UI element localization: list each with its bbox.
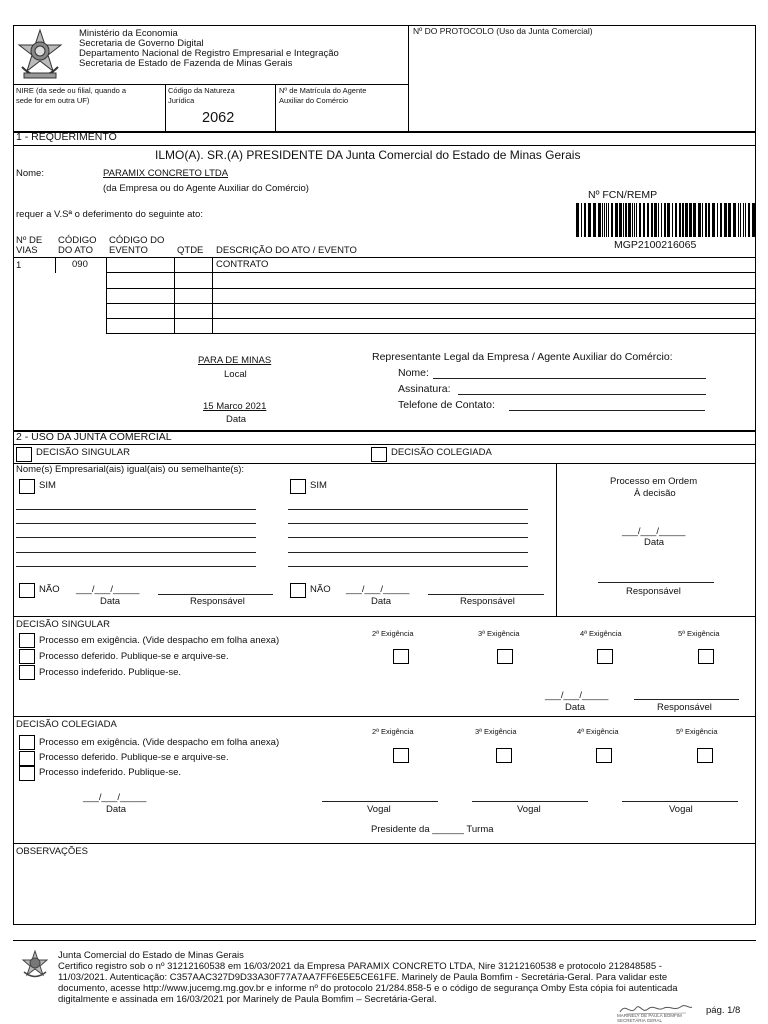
header-divider — [408, 25, 409, 132]
barcode-bar — [619, 203, 622, 237]
ordem-label-2: À decisão — [634, 488, 676, 499]
singular-exig-3: 3ª Exigência — [478, 629, 520, 638]
singular-opt2-label: Processo deferido. Publique-se e arquive-se. — [39, 651, 229, 662]
rep-title: Representante Legal da Empresa / Agente Auxiliar do Comércio: — [372, 351, 673, 363]
nao-checkbox-1[interactable] — [19, 583, 35, 598]
vogal-line-1[interactable] — [322, 801, 438, 802]
name-line[interactable] — [16, 537, 256, 538]
matricula-label-2: Auxiliar do Comércio — [279, 96, 349, 105]
date-label: Data — [226, 414, 247, 425]
colegiada-date[interactable]: ___/___/_____ — [83, 792, 147, 803]
barcode-bar — [654, 203, 657, 237]
barcode-bar — [675, 203, 677, 237]
footer-divider — [13, 940, 756, 941]
sim-checkbox-2[interactable] — [290, 479, 306, 494]
colegiada-exig-5: 5ª Exigência — [676, 727, 718, 736]
barcode-icon — [576, 203, 756, 237]
table-line — [13, 257, 756, 258]
singular-exig-2: 2ª Exigência — [372, 629, 414, 638]
barcode-bar — [712, 203, 715, 237]
th-descricao: DESCRIÇÃO DO ATO / EVENTO — [216, 245, 357, 256]
name-line[interactable] — [288, 537, 528, 538]
colegiada-exig-2-checkbox[interactable] — [393, 748, 409, 763]
barcode-bar — [634, 203, 635, 237]
ordem-resp-line[interactable] — [598, 582, 714, 583]
barcode-bar — [752, 203, 755, 237]
table-line — [106, 318, 756, 319]
barcode-bar — [689, 203, 692, 237]
footer-org: Junta Comercial do Estado de Minas Gerais — [58, 950, 244, 961]
protocol-label: Nº DO PROTOCOLO (Uso da Junta Comercial) — [413, 26, 593, 36]
rep-sign-label: Assinatura: — [398, 383, 451, 395]
colegiada-opt1-label: Processo em exigência. (Vide despacho em folha anexa) — [39, 737, 280, 748]
singular-resp-label: Responsável — [657, 702, 712, 713]
barcode-bar — [705, 203, 707, 237]
th-vias-2: VIAS — [16, 245, 38, 256]
rep-phone-line[interactable] — [509, 410, 705, 411]
barcode-bar — [658, 203, 659, 237]
nao-date-2[interactable]: ___/___/_____ — [346, 584, 410, 595]
table-col — [174, 257, 175, 333]
barcode-bar — [576, 203, 579, 237]
jucemg-seal-icon — [20, 949, 50, 979]
footer-cert-2: 11/03/2021. Autenticação: C357AAC327D9D33A30F77A7AA7FF6E5E5CE61FE. Marinely de Paula Bomfim - Secretária-Geral. Para validar este — [58, 972, 668, 983]
header-row-divider — [13, 84, 409, 85]
natureza-label-2: Jurídica — [168, 96, 195, 105]
barcode-bar — [632, 203, 633, 237]
barcode-bar — [581, 203, 582, 237]
name-line[interactable] — [16, 566, 256, 567]
rep-name-label: Nome: — [398, 367, 429, 379]
observacoes-label: OBSERVAÇÕES — [16, 846, 88, 857]
barcode-bar — [717, 203, 718, 237]
org-line-4: Secretaria de Estado de Fazenda de Minas Gerais — [79, 58, 293, 69]
table-col — [106, 257, 107, 333]
matricula-label-1: Nº de Matrícula do Agente — [279, 86, 367, 95]
barcode-bar — [738, 203, 739, 237]
sim-label-2: SIM — [310, 480, 327, 491]
barcode-bar — [708, 203, 710, 237]
barcode-bar — [628, 203, 631, 237]
barcode-bar — [606, 203, 607, 237]
barcode-bar — [720, 203, 722, 237]
ordem-data-label: Data — [644, 537, 665, 548]
ordem-date[interactable]: ___/___/_____ — [622, 526, 686, 537]
name-line[interactable] — [288, 509, 528, 510]
th-evento-1: CÓDIGO DO — [109, 235, 165, 246]
barcode-bar — [743, 203, 744, 237]
table-row-vias: 1 — [16, 260, 22, 271]
name-line[interactable] — [288, 566, 528, 567]
name-line[interactable] — [16, 523, 256, 524]
brazil-coat-of-arms-icon — [14, 27, 66, 83]
barcode-bar — [588, 203, 591, 237]
singular-exig-5: 5ª Exigência — [678, 629, 720, 638]
local-value: PARA DE MINAS — [198, 355, 272, 366]
nao-label-2: NÃO — [310, 584, 331, 595]
table-row-ato: 090 — [72, 259, 88, 270]
responsavel-line-2[interactable] — [428, 594, 544, 595]
table-line — [106, 272, 756, 273]
rep-sign-line[interactable] — [458, 394, 706, 395]
org-line-2: Secretaria de Governo Digital — [79, 38, 204, 49]
barcode-bar — [679, 203, 681, 237]
colegiada-exig-5-checkbox[interactable] — [697, 748, 713, 763]
name-line[interactable] — [288, 523, 528, 524]
singular-title: DECISÃO SINGULAR — [16, 619, 110, 630]
ordem-label-1: Processo em Ordem — [610, 476, 698, 487]
org-line-3: Departamento Nacional de Registro Empresarial e Integração — [79, 48, 339, 59]
barcode-bar — [733, 203, 736, 237]
vogal-label-3: Vogal — [669, 804, 693, 815]
colegiada-opt1-checkbox[interactable] — [19, 735, 35, 750]
colegiada-opt2-checkbox[interactable] — [19, 751, 35, 766]
table-line — [106, 333, 756, 334]
th-ato-2: DO ATO — [58, 245, 94, 256]
nao-data-label-2: Data — [371, 596, 392, 607]
nire-label-2: sede for em outra UF) — [16, 96, 90, 105]
barcode-bar — [661, 203, 662, 237]
barcode-bar — [602, 203, 603, 237]
observacoes-area[interactable] — [14, 860, 754, 924]
barcode-bar — [593, 203, 596, 237]
barcode-bar — [643, 203, 645, 237]
barcode-bar — [636, 203, 637, 237]
colegiada-opt3-label: Processo indeferido. Publique-se. — [39, 767, 182, 778]
vogal-line-3[interactable] — [622, 801, 738, 802]
singular-exig-4-checkbox[interactable] — [597, 649, 613, 664]
colegiada-exig-3: 3ª Exigência — [475, 727, 517, 736]
rep-phone-label: Telefone de Contato: — [398, 399, 495, 411]
rep-name-line[interactable] — [433, 378, 706, 379]
name-line[interactable] — [288, 552, 528, 553]
local-label: Local — [224, 369, 247, 380]
barcode-bar — [611, 203, 613, 237]
fcn-code: MGP2100216065 — [614, 239, 697, 251]
barcode-bar — [604, 203, 605, 237]
nao-checkbox-2[interactable] — [290, 583, 306, 598]
barcode-bar — [702, 203, 703, 237]
barcode-bar — [698, 203, 701, 237]
section2-divider — [13, 616, 756, 617]
section1-heading: ILMO(A). SR.(A) PRESIDENTE DA Junta Comercial do Estado de Minas Gerais — [155, 148, 581, 162]
table-col — [212, 257, 213, 333]
barcode-bar — [728, 203, 731, 237]
section2-divider — [13, 716, 756, 717]
nao-date-1[interactable]: ___/___/_____ — [76, 584, 140, 595]
decisao-singular-label: DECISÃO SINGULAR — [36, 447, 130, 458]
footer-cert-3: documento, acesse http://www.jucemg.mg.gov.br e informe nº do protocolo 21/284.858-5 e o código de segurança Omby Esta cópia foi autenticada — [58, 983, 678, 994]
singular-exig-2-checkbox[interactable] — [393, 649, 409, 664]
section2-box — [13, 431, 756, 925]
singular-opt3-checkbox[interactable] — [19, 665, 35, 680]
section1-title-divider — [13, 145, 756, 146]
singular-opt1-label: Processo em exigência. (Vide despacho em folha anexa) — [39, 635, 280, 646]
page-number: pág. 1/8 — [706, 1005, 741, 1016]
vogal-line-2[interactable] — [472, 801, 588, 802]
nao-data-label-1: Data — [100, 596, 121, 607]
table-row-descricao: CONTRATO — [216, 259, 269, 270]
section2-divider — [13, 843, 756, 844]
responsavel-line-1[interactable] — [158, 594, 273, 595]
singular-exig-3-checkbox[interactable] — [497, 649, 513, 664]
section2-divider — [13, 444, 756, 445]
colegiada-data-label: Data — [106, 804, 127, 815]
colegiada-exig-3-checkbox[interactable] — [496, 748, 512, 763]
name-hint: (da Empresa ou do Agente Auxiliar do Comércio) — [103, 183, 309, 194]
date-value: 15 Marco 2021 — [203, 401, 267, 412]
barcode-bar — [651, 203, 653, 237]
fcn-label: Nº FCN/REMP — [588, 189, 658, 201]
barcode-bar — [623, 203, 624, 237]
sim-checkbox-1[interactable] — [19, 479, 35, 494]
barcode-bar — [625, 203, 627, 237]
barcode-bar — [724, 203, 727, 237]
signature-caption: MARINELY DE PAULA BOMFIM SECRETÁRIA GERAL — [617, 1013, 682, 1023]
footer-cert-1: Certifico registro sob o nº 31212160538 em 16/03/2021 da Empresa PARAMIX CONCRETO LTDA, Nire 31212160538 e protocolo 212848585 - — [58, 961, 662, 972]
singular-opt3-label: Processo indeferido. Publique-se. — [39, 667, 182, 678]
sim-label-1: SIM — [39, 480, 56, 491]
barcode-bar — [682, 203, 684, 237]
nire-label-1: NIRE (da sede ou filial, quando a — [16, 86, 127, 95]
natureza-label-1: Código da Natureza — [168, 86, 235, 95]
name-line[interactable] — [16, 552, 256, 553]
barcode-bar — [745, 203, 746, 237]
barcode-bar — [693, 203, 696, 237]
singular-opt2-checkbox[interactable] — [19, 649, 35, 664]
table-line — [106, 288, 756, 289]
name-label: Nome: — [16, 168, 44, 179]
ordem-resp-label: Responsável — [626, 586, 681, 597]
table-col — [55, 257, 56, 273]
nire-divider — [165, 84, 166, 132]
colegiada-opt2-label: Processo deferido. Publique-se e arquive-se. — [39, 752, 229, 763]
singular-data-label: Data — [565, 702, 586, 713]
barcode-bar — [647, 203, 649, 237]
singular-exig-5-checkbox[interactable] — [698, 649, 714, 664]
singular-date[interactable]: ___/___/_____ — [545, 690, 609, 701]
barcode-bar — [740, 203, 741, 237]
natureza-divider — [275, 84, 276, 132]
barcode-bar — [672, 203, 673, 237]
th-vias-1: Nº DE — [16, 235, 43, 246]
request-text: requer a V.Sª o deferimento do seguinte ato: — [16, 209, 203, 220]
singular-exig-4: 4ª Exigência — [580, 629, 622, 638]
decisao-singular-checkbox[interactable] — [16, 447, 32, 462]
decisao-colegiada-checkbox[interactable] — [371, 447, 387, 462]
barcode-bar — [748, 203, 750, 237]
section2-title: 2 - USO DA JUNTA COMERCIAL — [16, 431, 172, 443]
colegiada-exig-2: 2ª Exigência — [372, 727, 414, 736]
decisao-colegiada-label: DECISÃO COLEGIADA — [391, 447, 492, 458]
barcode-bar — [615, 203, 618, 237]
singular-resp-line[interactable] — [634, 699, 739, 700]
colegiada-exig-4: 4ª Exigência — [577, 727, 619, 736]
footer-cert-4: digitalmente e assinada em 16/03/2021 por Marinely de Paula Bomfim – Secretária-Geral. — [58, 994, 437, 1005]
nao-resp-label-1: Responsável — [190, 596, 245, 607]
colegiada-exig-4-checkbox[interactable] — [596, 748, 612, 763]
nao-label-1: NÃO — [39, 584, 60, 595]
vogal-label-1: Vogal — [367, 804, 391, 815]
th-ato-1: CÓDIGO — [58, 235, 97, 246]
barcode-bar — [685, 203, 688, 237]
colegiada-opt3-checkbox[interactable] — [19, 766, 35, 781]
barcode-bar — [608, 203, 609, 237]
section1-title: 1 - REQUERIMENTO — [16, 131, 117, 143]
barcode-bar — [664, 203, 666, 237]
table-line — [106, 303, 756, 304]
barcode-bar — [639, 203, 641, 237]
presidente-label: Presidente da ______ Turma — [371, 824, 494, 835]
org-line-1: Ministério da Economia — [79, 28, 178, 39]
name-line[interactable] — [16, 509, 256, 510]
natureza-value: 2062 — [202, 110, 235, 126]
th-qtde: QTDE — [177, 245, 204, 256]
barcode-bar — [584, 203, 586, 237]
barcode-bar — [598, 203, 601, 237]
th-evento-2: EVENTO — [109, 245, 148, 256]
ordem-divider — [556, 463, 557, 616]
nomes-label: Nome(s) Empresarial(ais) igual(ais) ou semelhante(s): — [16, 464, 245, 475]
nao-resp-label-2: Responsável — [460, 596, 515, 607]
barcode-bar — [667, 203, 670, 237]
singular-opt1-checkbox[interactable] — [19, 633, 35, 648]
name-value: PARAMIX CONCRETO LTDA — [103, 168, 229, 179]
vogal-label-2: Vogal — [517, 804, 541, 815]
colegiada-title: DECISÃO COLEGIADA — [16, 719, 117, 730]
